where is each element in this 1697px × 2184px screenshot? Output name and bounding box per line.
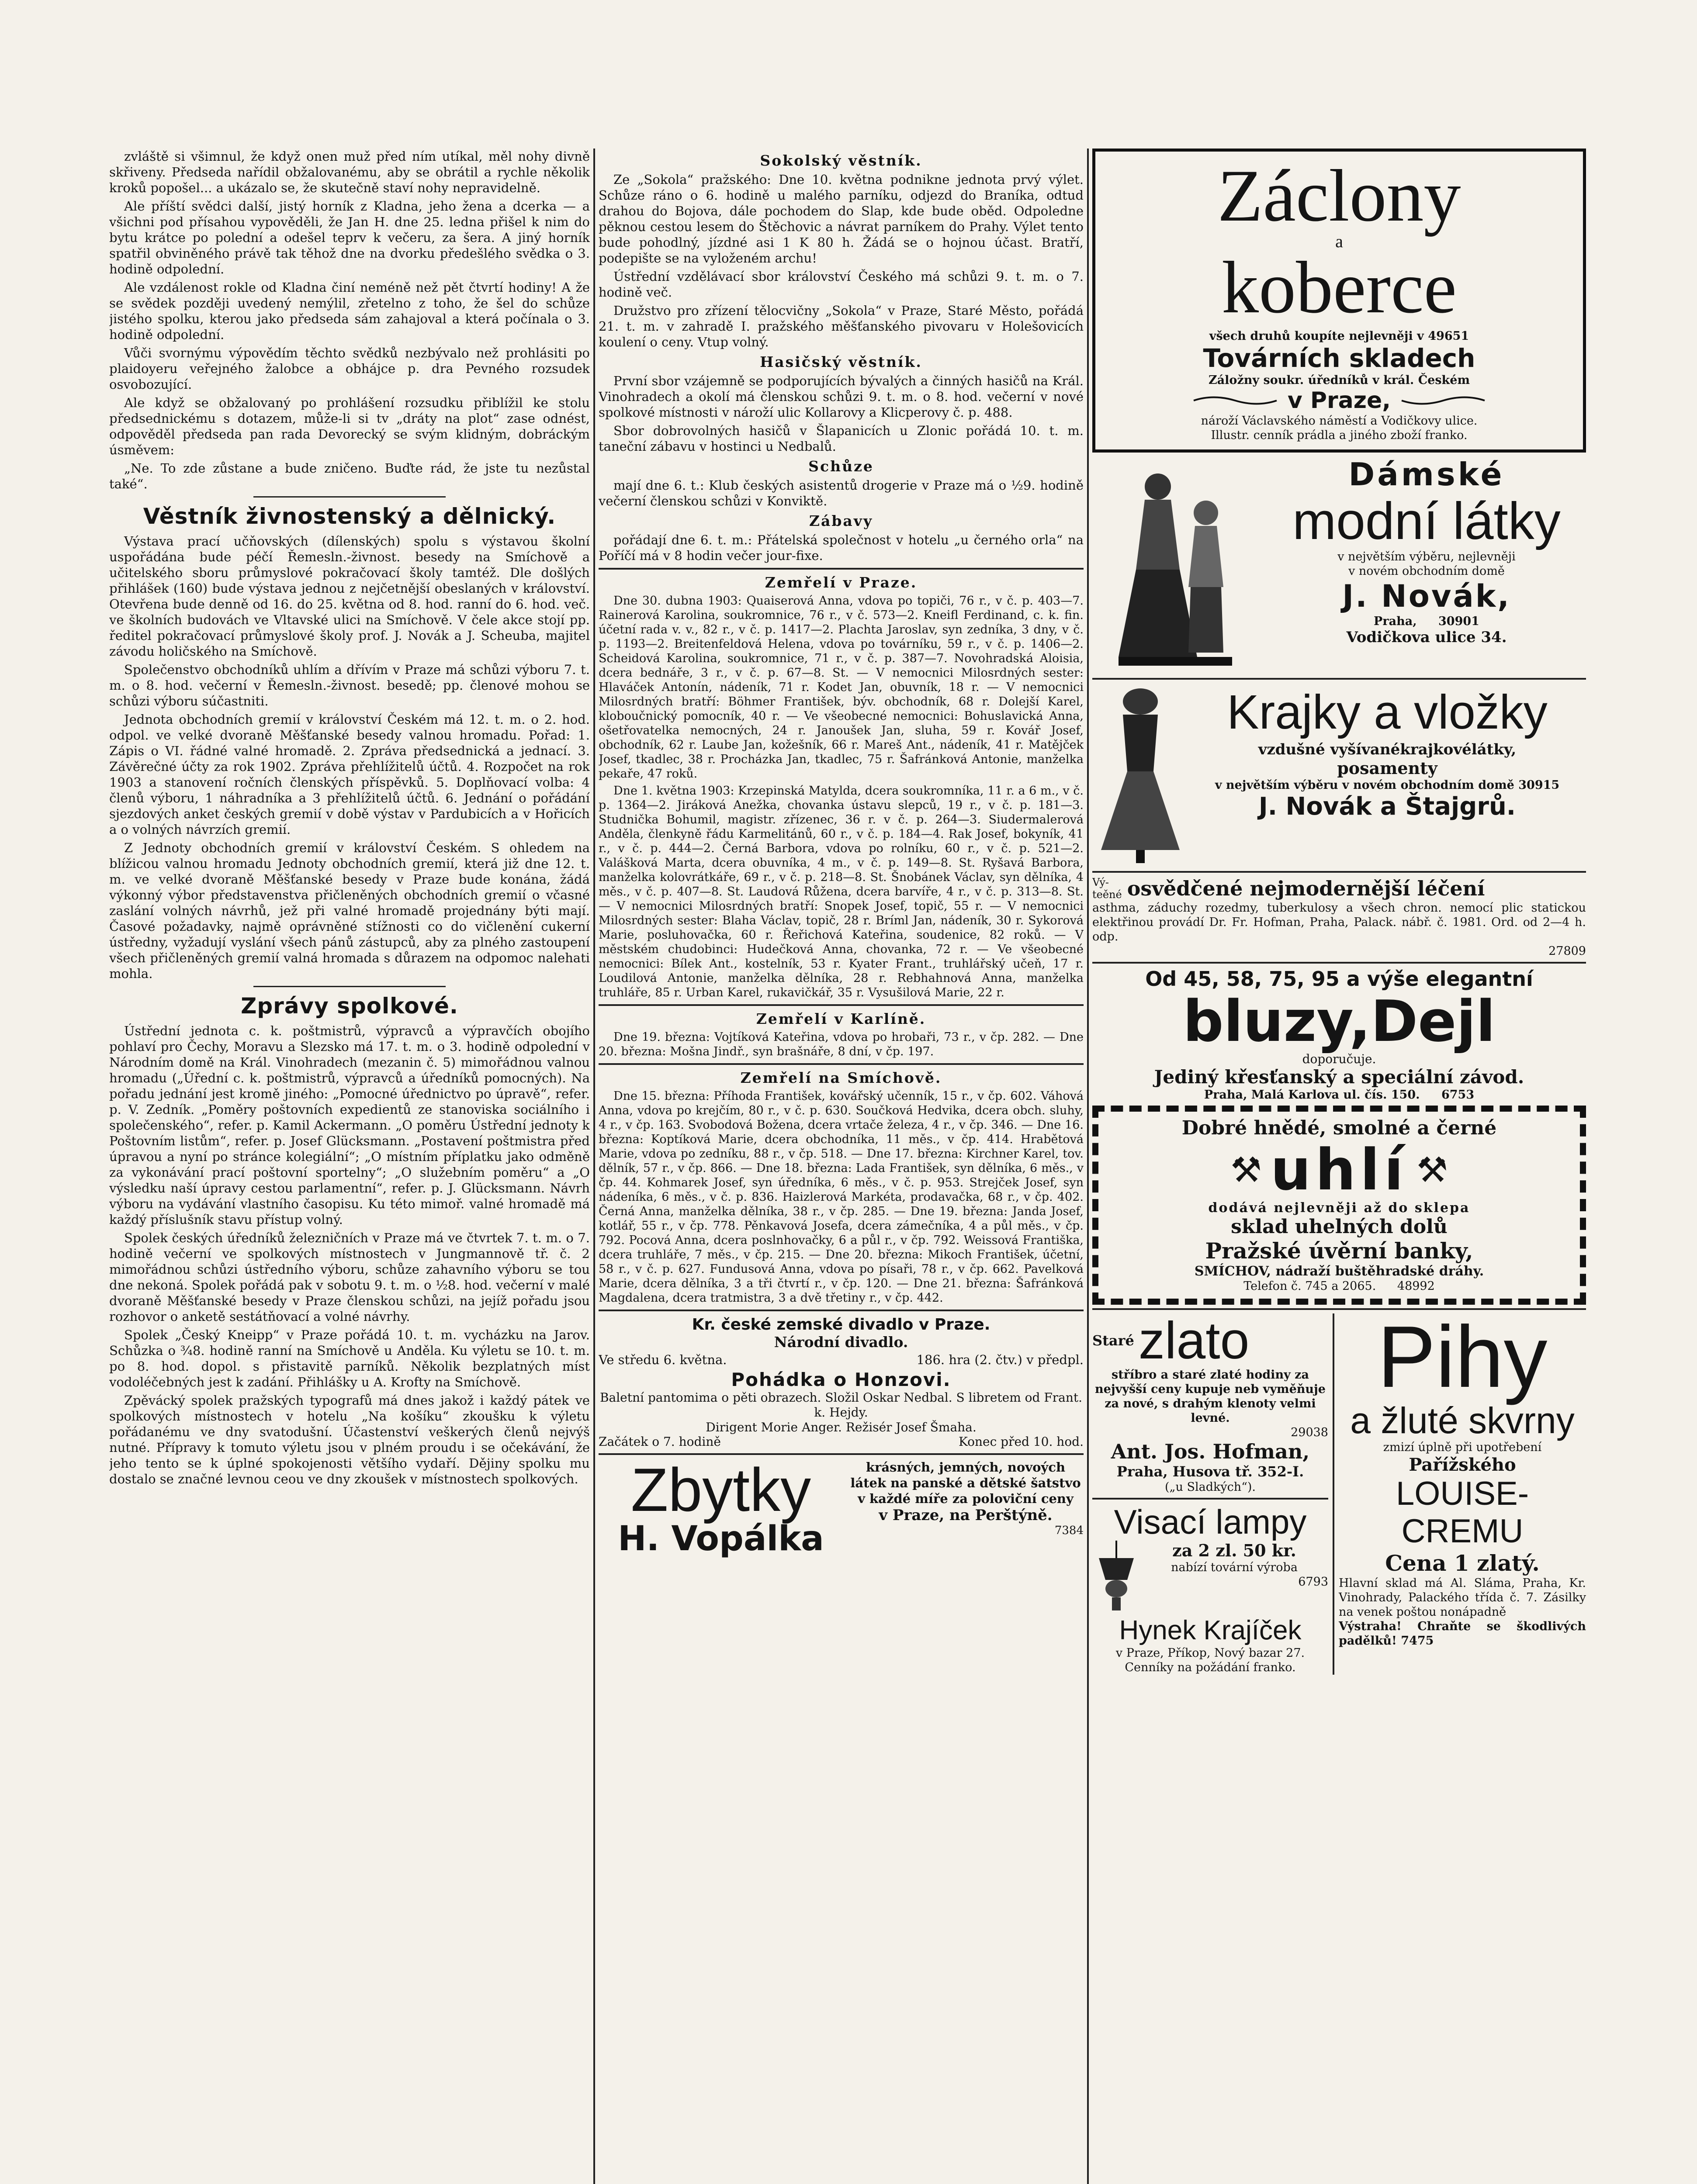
advert-bluzy-number: 6753 <box>1441 1088 1475 1102</box>
divider <box>253 496 446 498</box>
section-heading-zemreli-karlin: Zemřelí v Karlíně. <box>756 1010 926 1027</box>
crossed-hammers-icon: ⚒ <box>1230 1149 1262 1190</box>
advert-lecba-number: 27809 <box>1548 944 1586 958</box>
advert-damske-address: Vodičkova ulice 34. <box>1346 629 1507 646</box>
divider <box>253 986 446 987</box>
article-paragraph: „Ne. To zde zůstane a bude zničeno. Buďte rád, že jste tu nezůstal také“. <box>109 461 590 491</box>
divider <box>599 1063 1084 1065</box>
advert-damske-latky <box>1092 456 1586 674</box>
advert-pihy-subtitle: a žluté skvrny <box>1350 1400 1575 1441</box>
advert-krajky <box>1092 678 1586 867</box>
advert-damske-headline: modní látky <box>1292 492 1561 550</box>
advert-zaclony-shop: Továrních skladech <box>1203 343 1475 373</box>
advert-krajky-title: Krajky a vložky <box>1227 685 1548 739</box>
article-paragraph: mají dne 6. t.: Klub českých asistentů drogerie v Praze má o ½9. hodině večerní členskou schůzi v Konviktě. <box>599 478 1084 508</box>
section-heading-vestnik: Věstník živnostenský a dělnický. <box>143 504 556 529</box>
advert-lampy-line2: nabízí tovární výroba <box>1171 1561 1298 1574</box>
advert-zaclony-title: Záclony <box>1217 155 1461 237</box>
advert-zaclony-line4: Illustr. cenník prádla a jiného zboží franko. <box>1211 429 1468 442</box>
dancing-couple-illustration-icon <box>1092 456 1267 674</box>
advert-uhli-line5: SMÍCHOV, nádraží buštěhradské dráhy. <box>1194 1264 1484 1279</box>
advert-uhli-line3: sklad uhelných dolů <box>1231 1216 1448 1238</box>
crossed-hammers-icon: ⚒ <box>1416 1149 1448 1190</box>
advert-vopalka <box>599 1455 1084 1559</box>
article-paragraph: Ústřední jednota c. k. poštmistrů, výpravců a výpravčích obojího pohlaví pro Čechy, Moravu a Slezsko má 17. t. m. o 3. hodině odpolední v Národním domě na Král. Vinohradech (mezanin č. 5) mimořádnou valnou hromadu („Úřední c. k. poštmistrů, výpravců a úředníků pomocných). Na pořadu jednání jest kromě jiného: „Pomocné úřednictvo po úpravě“, refer. p. V. Zedník. „Poměry poštovních expedientů ze stanoviska sociálního i společenského“, refer. p. Kamil Ackermann. „O poměru Ústřední jednoty k Poštovním listům“, refer. p. Josef Glücksmann. „Postavení poštmistra před úpravou a nyní po stránce kolegiální“; „O místním příplatku jako odměně za vykonávání prací poštovní sportelny“; „O služebním poměru“ a „O výsledku naší úpravy cestou parlamentní“, refer. p. J. Glücksmann. Návrh výboru na vydávání vlastního časopisu. Ku této mimoř. valné hromadě má každý příslušník stavu přístup volný. <box>109 1023 590 1227</box>
article-paragraph: Ale příští svědci další, jistý horník z Kladna, jeho žena a dcerka — a všichni pod přísahou vypověděli, že Jan H. dne 25. ledna přišel k nim do bytu krátce po polední a odešel teprv k večeru, za šera. A jiný horník spatřil obviněného právě tak těhož dne na dvorku předešlého svědka o 3. hodině odpolední. <box>109 199 590 276</box>
advert-zaclony <box>1092 149 1586 453</box>
theatre-title: Kr. české zemské divadlo v Praze. <box>692 1316 990 1334</box>
article-paragraph: zvláště si všimnul, že když onen muž před ním utíkal, měl nohy divně skřiveny. Předseda nařídil obžalovanému, aby se obrátil a rychle několik kroků popošel... a ukázalo se, že skutečně staví nohy nepravidelně. <box>109 149 590 195</box>
advert-pihy-line2: Pařížského <box>1409 1455 1516 1475</box>
article-paragraph: Ale vzdálenost rokle od Kladna činí neméně než pět čtvrtí hodiny! A že se svědek později uvedený nemýlil, zřetelno z toho, že šel do schůze jistého spolku, kterou jako předseda sám zahajoval a která počínala o 3. hodině odpolední. <box>109 280 590 342</box>
divider <box>599 1310 1084 1311</box>
advert-damske-line1: v největším výběru, nejlevněji <box>1337 550 1516 563</box>
advert-zlato-headline: zlato <box>1138 1311 1250 1370</box>
theatre-end: Konec před 10. hod. <box>958 1434 1084 1449</box>
article-paragraph: Výstava prací učňovských (dílenských) spolu s výstavou školní uspořádána bude péčí Řemesln.-živnost. besedy na Smíchově a učitelského sboru průmyslové pokračovací školy tamtéž. Dle došlých přihlášek (160) bude výstava jednou z nejčetnější obeslaných v království. Otevřena bude denně od 16. do 25. května od 8. hod. ranní do 6. hod. več. ve školních budovách ve Vltavské ulici na Smíchově. V čele akce stojí pp. ředitel pokračovací průmyslové školy prof. J. Novák a J. Scheuba, majitel závodu holičského na Smíchově. <box>109 534 590 659</box>
advert-lecba-prefix: Vý- teěné <box>1092 876 1122 901</box>
advert-zaclony-line2: Záložny soukr. úředníků v král. Českém <box>1208 373 1470 387</box>
article-paragraph: Jednota obchodních gremií v království Českém má 12. t. m. o 2. hod. odpol. ve velké dvoraně Měšťanské besedy valnou hromadu. Pořad: 1. Zápis o VI. řádné valné hromadě. 2. Zpráva předsednická a jednací. 3. Závěrečné účty za rok 1902. Zpráva přehlížitelů účtů. 4. Rozpočet na rok 1903 a stanovení ročních členských příspěvků. 5. Doplňovací volba: 4 členů výboru, 1 náhradníka a 3 přehlížitelů účtů. 6. Jednání o pořádání sjezdových anket českých gremií v době výstav v Pardubicích a v Hořicích a o volných návrzích gremií. <box>109 712 590 837</box>
hanging-lamp-illustration-icon <box>1092 1541 1140 1615</box>
section-heading-zemreli-smichov: Zemřelí na Smíchově. <box>740 1069 942 1086</box>
obituary-list: Dne 19. března: Vojtíková Kateřina, vdova po hrobaři, 73 r., v čp. 282. — Dne 20. března: Mošna Jindř., syn brašnáře, 8 dní, v čp. 197. <box>599 1030 1084 1058</box>
section-heading-zpravy: Zprávy spolkové. <box>241 993 458 1019</box>
article-paragraph: Zpěvácký spolek pražských typografů má dnes jakož i každý pátek ve spolkových místnostech v hotelu „Na košíku“ zkoušku k výletu pořádanému ve dny svatodušní. Účastenství veškerých členů nejvýš nutné. Přípravy k tomuto výletu jsou v plném proudu i se očekávání, že jeho tento se k úplné spokojenosti většího vydaří. Dějiny spolku mu dostalo se značné levnou ceou ve dny zkoušek v místnostech spolkových. <box>109 1393 590 1486</box>
advert-zaclony-line3: nároží Václavského náměstí a Vodičkovy ulice. <box>1201 414 1478 428</box>
advert-zaclony-line1: všech druhů koupíte nejlevněji v <box>1209 329 1424 343</box>
advert-vopalka-number: 7384 <box>1054 1524 1084 1537</box>
advert-pihy-product: LOUISE-CREMU <box>1396 1475 1529 1550</box>
advert-pihy-line1: zmizí úplně při upotřebení <box>1383 1441 1542 1454</box>
article-paragraph: První sbor vzájemně se podporujících bývalých a činných hasičů na Král. Vinohradech a okolí má členskou schůzi 9. t. m. o 8. hod. večerní v nové spolkové místnosti v nároží ulic Kollarovy a Klicperovy č. p. 488. <box>599 373 1084 420</box>
ornament-flourish-icon <box>1191 394 1279 407</box>
advert-bluzy <box>1092 962 1586 1102</box>
ornament-flourish-icon <box>1399 394 1487 407</box>
advert-vopalka-text: krásných, jemných, novoých látek na panské a dětské šatstvo v každé míře za poloviční ceny <box>850 1460 1081 1506</box>
theatre-listing <box>599 1316 1084 1449</box>
advert-zlato-text: stříbro a staré zlaté hodiny za nejvyšší ceny kupuje neb vyměňuje za nové, s drahým klenoty velmi levné. <box>1095 1368 1326 1425</box>
section-heading-hasic: Hasičský věstník. <box>760 353 922 370</box>
advert-zaclony-and: a <box>1335 232 1343 251</box>
column-rule-2 <box>1087 149 1089 2184</box>
divider <box>599 1004 1084 1006</box>
advert-lampy-name: Hynek Krajíček <box>1119 1615 1302 1645</box>
advert-bluzy-line2: Praha, Malá Karlova ul. čís. 150. <box>1204 1088 1420 1102</box>
theatre-date: Ve středu 6. května. <box>599 1352 727 1367</box>
obituary-list: Dne 1. května 1903: Krzepinská Matylda, dcera soukromníka, 11 r. a 6 m., v č. p. 1364—2. Jiráková Anežka, chovanka ústavu slepců, 19 r., v č. p. 181—3. Studnička Bohumil, magistr. zřízenec, 36 r. v č. p. 264—3. Siudermalerová Anděla, členkyně řádu Karmelitánů, 60 r., v č. p. 184—4. Rak Josef, bokyník, 41 r., v č. p. 444—2. Černá Barbora, vdova po rolníku, 60 r., v č. p. 521—2. Valášková Marta, dcera obuvníka, 4 m., v č. p. 149—8. St. Ryšavá Barbora, manželka kolovrátkáře, 69 r., v č. p. 218—8. St. Šnobánek Václav, syn dělníka, 4 měs., v č. p. 407—8. St. Laudová Růžena, dcera barvíře, 4 r., v č. p. 313—8. St. — V nemocnici Milosrdných bratří: Snopek Josef, topič, 55 r. — V nemocnici Milosrdných sester: Blaha Václav, topič, 28 r. Bríml Jan, nádeník, 30 r. Sykorová Marie, posluhovačka, 60 r. Řeřichová Kateřina, soudenice, 82 roků. — V městském chudobinci: Hudečková Anna, chovanka, 72 r. — Ve všeobecné nemocnici: Bílek Ant., kostelník, 53 r. Kyater Frant., truhlářský učeň, 17 r. Loudilová Antonie, manželka dělníka, 28 r. Rebhahnová Anna, manželka truhláře, 85 r. Urban Karel, rukavičkář, 35 r. Vysušilová Marie, 22 r. <box>599 784 1084 999</box>
advert-krajky-name: J. Novák a Štajgrů. <box>1258 792 1516 821</box>
article-paragraph: Ústřední vzdělávací sbor království Českého má schůzi 9. t. m. o 7. hodině več. <box>599 269 1084 300</box>
section-heading-zemreli-praha: Zemřelí v Praze. <box>765 574 918 591</box>
advert-zlato <box>1092 1313 1328 1494</box>
divider <box>599 1453 1084 1455</box>
column-rule-1 <box>593 149 595 2184</box>
advert-damske-city: Praha, <box>1374 615 1417 628</box>
column-middle <box>599 149 1084 2184</box>
section-heading-sokol: Sokolský věstník. <box>760 152 922 169</box>
advert-uhli-headline: uhlí <box>1270 1137 1408 1203</box>
advert-bluzy-prices: Od 45, 58, 75, 95 a výše elegantní <box>1145 967 1533 991</box>
divider <box>599 568 1084 570</box>
advert-krajky-line3: v největším výběru v novém obchodním domě <box>1215 778 1514 792</box>
section-heading-zabavy: Zábavy <box>809 512 873 529</box>
theatre-staff: Dirigent Morie Anger. Režisér Josef Šmaha. <box>706 1420 977 1434</box>
advert-pihy-text: Hlavní sklad má Al. Sláma, Praha, Kr. Vinohrady, Palackého třída č. 7. Zásilky na venek poštou nonápadně <box>1339 1576 1586 1619</box>
advert-damske-name: J. Novák, <box>1342 578 1511 614</box>
advert-uhli <box>1092 1106 1586 1305</box>
advert-uhli-line1: Dobré hnědé, smolné a černé <box>1181 1117 1497 1139</box>
advert-vopalka-address: v Praze, na Perštýně. <box>879 1507 1053 1524</box>
dress-mannequin-illustration-icon <box>1092 684 1188 867</box>
advert-pihy-warning: Výstraha! Chraňte se škodlivých padělků! <box>1339 1620 1586 1648</box>
advert-krajky-number: 30915 <box>1518 778 1560 792</box>
article-paragraph: Vůči svornýmu výpovědím těchto svědků nezbývalo než prohlásiti po plaidoyeru veřejného žalobce a obhájce p. dra Pevného rozsudek osvobozující. <box>109 346 590 392</box>
column-left <box>109 149 590 2184</box>
column-right <box>1092 149 1586 2184</box>
article-paragraph: Družstvo pro zřízení tělocvičny „Sokola“ v Praze, Staré Město, pořádá 21. t. m. v zahradě I. pražského měšťanského pivovaru v Holešovicích koulení o ceny. Vtup volný. <box>599 303 1084 349</box>
advert-krajky-line1: vzdušné vyšívanékrajkovélátky, <box>1258 741 1517 758</box>
advert-damske-line2: v novém obchodním domě <box>1348 564 1505 578</box>
theatre-performance-number: 186. hra (2. čtv.) v předpl. <box>916 1352 1084 1367</box>
theatre-subtitle: Národní divadlo. <box>774 1334 908 1351</box>
advert-uhli-line4: Pražské úvěrní banky, <box>1205 1238 1473 1264</box>
advert-zaclony-city: v Praze, <box>1287 387 1391 414</box>
advert-damske-number: 30901 <box>1438 615 1479 628</box>
advert-bluzy-line1: Jediný křesťanský a speciální závod. <box>1154 1066 1524 1088</box>
advert-lampy-number: 6793 <box>1298 1575 1328 1589</box>
theatre-play-title: Pohádka o Honzovi. <box>731 1369 951 1390</box>
section-heading-schuze: Schůze <box>808 458 874 475</box>
advert-lampy-title: Visací lampy <box>1114 1503 1307 1541</box>
advert-zaclony-number: 49651 <box>1428 329 1469 343</box>
advert-bottom-grid <box>1092 1308 1586 1675</box>
advert-pihy-headline: Pihy <box>1377 1308 1548 1406</box>
article-paragraph: pořádají dne 6. t. m.: Přátelská společnost v hotelu „u černého orla“ na Poříčí má v 8 hodin večer jour-fixe. <box>599 532 1084 563</box>
advert-uhli-number: 48992 <box>1397 1279 1435 1293</box>
article-paragraph: Spolek „Český Kneipp“ v Praze pořádá 10. t. m. vycházku na Jarov. Schůzka o ¾8. hodině ranní na Smíchově u Anděla. Ku výletu se 10. t. m. po 8. hod. dopol. s přistavitě parníků. Několik bezplatných míst vodoléčebných jest k zadání. Přihlášky u A. Krofty na Smíchově. <box>109 1327 590 1389</box>
advert-pihy-number: 7475 <box>1401 1634 1434 1648</box>
article-paragraph: Z Jednoty obchodních gremií v království Českém. S ohledem na blížicou valnou hromadu Jednoty obchodních gremií, která již dne 12. t. m. ve velké dvoraně Měšťanské besedy v Praze bude konána, žádá výkonný výbor představenstva přičleněných obchodních gremií o včasné zaslání volných návrhů, jež při valné hromadě projednány býti mají. Časové požadavky, najmě oprávněné stížnosti co do vičlenění cukerní ústředny, vyžadují vyslání všech pánů zástupců, aby za plného zastoupení všech přičleněných gremií valná hromada s důrazem na odpomoc nalehati mohla. <box>109 840 590 981</box>
advert-damske-title: Dámské <box>1348 456 1505 493</box>
advert-vopalka-headline: Zbytky <box>630 1455 811 1524</box>
advert-pihy-price: Cena 1 zlatý. <box>1385 1550 1540 1576</box>
advert-zlato-address: Praha, Husova tř. 352-I. <box>1116 1463 1304 1480</box>
advert-bluzy-recommend: doporučuje. <box>1302 1052 1376 1066</box>
advert-lecba-text: asthma, záduchy rozedmy, tuberkulosy a všech chron. nemocí plic statickou elektřinou provádí Dr. Fr. Hofman, Praha, Palack. nábř. č. 1981. Ord. od 2—4 h. odp. <box>1092 901 1586 943</box>
obituary-list: Dne 15. března: Příhoda František, kovářský učenník, 15 r., v čp. 602. Váhová Anna, vdova po krejčím, 80 r., v č. p. 630. Součková Hedvika, dcera obch. sluhy, 4 r., v čp. 163. Svobodová Božena, dcera vrtače železa, 4 r., v čp. 346. — Dne 16. března: Koptíková Marie, dcera obchodníka, 11 měs., v čp. 414. Hrabětová Marie, vdova po zedníku, 88 r., v čp. 518. — Dne 17. března: Kirchner Karel, tov. dělník, 57 r., v čp. 866. — Dne 18. března: Lada František, syn dělníka, 6 měs., v čp. 44. Kohmarek Josef, syn úředníka, 6 měs., v č. p. 953. Strejček Josef, syn nádeníka, 6 měs., v č. p. 836. Haizlerová Markéta, prodavačka, 68 r., v čp. 402. Černá Anna, manželka dělníka, 38 r., v čp. 285. — Dne 19. března: Janda Josef, kotlář, 55 r., v čp. 778. Pěnkavová Josefa, dcera zámečníka, 4 a půl měs., v čp. 792. Pocová Anna, dcera poslnhovačky, 6 a půl r., v čp. 792. Weissová Františka, dcera truhláře, 7 měs., v čp. 215. — Dne 20. března: Mikoch František, účetní, 58 r., v č. p. 627. Fundusová Anna, vdova po písaři, 78 r., v čp. 662. Pavelková Marie, dcera dělníka, 3 a tři čtvrtí r., v čp. 120. — Dne 21. března: Šafránková Magdalena, dcera tratmistra, 3 a dvě třetiny r., v čp. 442. <box>599 1089 1084 1305</box>
advert-lampy-line3: v Praze, Příkop, Nový bazar 27. Cenníky na požádání franko. <box>1115 1646 1305 1674</box>
advert-vopalka-name: H. Vopálka <box>618 1519 824 1559</box>
advert-lecba-title: osvědčené nejmodernější léčení <box>1127 877 1485 900</box>
advert-zlato-prefix: Staré <box>1092 1332 1134 1349</box>
advert-zlato-number: 29038 <box>1291 1426 1328 1439</box>
article-paragraph: Společenstvo obchodníků uhlím a dřívím v Praze má schůzi výboru 7. t. m. o 8. hod. večerní v Řemesln.-živnost. besedě; pp. členové mohou se schůzi výboru súčastniti. <box>109 662 590 708</box>
advert-zlato-name: Ant. Jos. Hofman, <box>1111 1440 1310 1463</box>
advert-lampy-price: za 2 zl. 50 kr. <box>1172 1541 1296 1560</box>
advert-lecba <box>1092 871 1586 958</box>
article-paragraph: Ze „Sokola“ pražského: Dne 10. května podnikne jednota prvý výlet. Schůze ráno o 6. hodině u malého parníku, odjezd do Braníka, odtud drahou do Bojova, dále pochodem do Slap, kde bude oběd. Odpoledne pěknou cestou lesem do Štěchovic a návrat parníkem do Prahy. Výlet tento bude pohodlný, jízdné asi 1 K 80 h. Žádá se o hojnou účast. Bratří, podepište se na vyloženém archu! <box>599 172 1084 266</box>
theatre-description: Baletní pantomima o pěti obrazech. Složil Oskar Nedbal. S libretem od Frant. k. Hejdy. <box>599 1390 1083 1420</box>
theatre-start: Začátek o 7. hodině <box>599 1434 721 1449</box>
advert-uhli-line2: dodává nejlevněji až do sklepa <box>1208 1200 1470 1216</box>
obituary-list: Dne 30. dubna 1903: Quaiserová Anna, vdova po topiči, 76 r., v č. p. 403—7. Rainerová Karolina, soukromnice, 76 r., v č. 573—2. Kneifl Ferdinand, c. k. fin. účetní rada v. v., 82 r., v č. p. 1417—2. Plachta Jaroslav, syn zedníka, 3 dny, v č. p. 1193—2. Breitenfeldová Helena, vdova po továrníku, 59 r., v č. p. 1406—2. Scheidová Karolina, soukromnice, 71 r., v č. p. 387—7. Novohradská Aloisia, dcera bednáře, 3 r., v č. p. 67—8. St. — V nemocnici Milosrdných sester: Hlaváček Antonín, nádeník, 71 r. Kodet Jan, obuvník, 18 r. — V nemocnici Milosrdných bratří: Böhmer František, býv. obchodník, 68 r. Dolejší Karel, kloboučnický pomocník, 40 r. — Ve všeobecné nemocnici: Bohuslavická Anna, ošetřovatelka nemocných, 24 r. Janoušek Jan, sluha, 59 r. Kovář Josef, obchodník, 62 r. Laube Jan, kožešník, 66 r. Mareš Ant., nádeník, 41 r. Matějček Josef, tkadlec, 38 r. Procházka Jan, tkadlec, 75 r. Šafránková Antonie, manželka pekaře, 47 roků. <box>599 594 1084 781</box>
advert-bluzy-headline: bluzy,Dejl <box>1183 988 1496 1054</box>
article-paragraph: Sbor dobrovolných hasičů v Šlapanicích u Zlonic pořádá 10. t. m. taneční zábavu v hostinci u Nedbalů. <box>599 423 1084 454</box>
article-paragraph: Spolek českých úředníků železničních v Praze má ve čtvrtek 7. t. m. o 7. hodině večerní ve spolkových místnostech v Jungmannově tř. č. 2 mimořádnou schůzi ústředního výboru, schůze zahavního výboru se tou dne nekoná. Spolek pořádá pak v sobotu 9. t. m. o ½8. hod. večerní v malé dvoraně Měšťanské besedy v Praze členskou schůzi, na jejíž pořadu jsou rozhovor o anketě sestátňovací a volné návrhy. <box>109 1230 590 1324</box>
advert-uhli-telephone: Telefon č. 745 a 2065. <box>1243 1279 1376 1293</box>
advert-zaclony-subtitle: koberce <box>1222 246 1457 328</box>
advert-lampy <box>1092 1503 1328 1675</box>
article-paragraph: Ale když se obžalovaný po prohlášení rozsudku přiblížil ke stolu předsednickému s dotazem, může-li si tv „dráty na plot“ zase odnést, odpověděl předseda pan rada Devorecký se svým klidným, dobráckým úsměvem: <box>109 395 590 457</box>
advert-zlato-address2: („u Sladkých“). <box>1164 1480 1256 1494</box>
advert-krajky-line2: posamenty <box>1337 758 1437 778</box>
